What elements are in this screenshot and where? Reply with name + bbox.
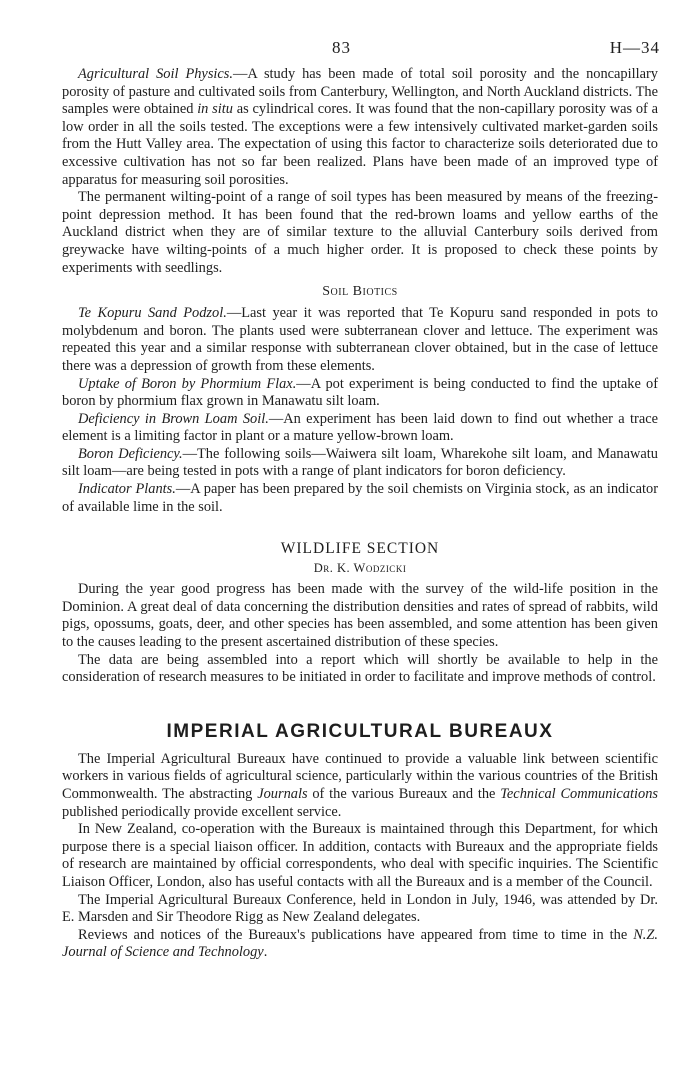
section-heading-soil-biotics: Soil Biotics xyxy=(322,284,398,300)
paragraph-lead-heading: Boron Deficiency. xyxy=(78,445,183,462)
paragraph-text: The Imperial Agricultural Bureaux have continued to provide a valuable link between scientific workers in various fields of agricultural science, particularly within the various countries of the British Commonwealth. The abstracting xyxy=(62,750,658,802)
soil-physics-paragraph-2: The permanent wilting-point of a range of soil types has been measured by means of the freezing-point depression method. It has been found that the red-brown loams and yellow earths of the Auckland district when they are of similar texture to the alluvial Canterbury soils derived from greywacke have wilting-points of a much higher order. It is proposed to check these points by experiments with seedlings. xyxy=(62,189,658,276)
paragraph-text: —The following soils—Waiwera silt loam, Wharekohe silt loam, and Manawatu silt loam—are being tested in pots with a range of plant indicators for boron deficiency. xyxy=(62,445,658,480)
biotics-item xyxy=(62,481,658,516)
paragraph-lead-heading: Indicator Plants. xyxy=(78,481,176,498)
italic-term: Technical Communications xyxy=(500,786,658,802)
page-content xyxy=(62,66,658,962)
italic-term: in situ xyxy=(197,101,233,118)
paragraph-text: of the various Bureaux and the xyxy=(307,786,501,802)
paragraph-lead-heading: Agricultural Soil Physics. xyxy=(78,66,234,82)
paragraph-text: as cylindrical cores. It was found that the non-capillary porosity was of a low order in all the soils tested. The exceptions were a few intensively cultivated market-garden soils from the Hutt Valley area. The expectation of using this factor to characterize soils deteriorated due to excessive cultivation has not so far been realized. Plans have been made of an improved type of apparatus for measuring soil porosities. xyxy=(62,101,658,188)
biotics-item xyxy=(62,305,658,375)
page-number: 83 xyxy=(332,38,351,57)
bureaux-paragraph-4 xyxy=(62,927,658,962)
biotics-item xyxy=(62,411,658,446)
wildlife-paragraph-1: During the year good progress has been made with the survey of the wild-life position in the Dominion. A great deal of data concerning the distribution densities and rates of spread of rabbits, wild pigs, opossums, goats, deer, and other species has been assembled, and some attention has been given to the causes leading to the present ascertained distribution of these species. xyxy=(62,581,658,651)
section-title-bureaux: IMPERIAL AGRICULTURAL BUREAUX xyxy=(166,720,554,742)
paragraph-text: —Last year it was reported that Te Kopuru sand responded in pots to molybdenum and boron. The plants used were subterranean clover and lettuce. The experiment was repeated this year and a similar response with subterranean clover obtained, but in the case of lettuce there was a depression of growth from these elements. xyxy=(62,305,658,374)
bureaux-paragraph-1 xyxy=(62,751,658,821)
bureaux-paragraph-2: In New Zealand, co-operation with the Bureaux is maintained through this Department, for which purpose there is a special liaison officer. In addition, contacts with Bureaux and the appropriate fields of research are maintained by official correspondents, who deal with specific inquiries. The Scientific Liaison Officer, London, also has useful contacts with all the Bureaux and is a member of the Council. xyxy=(62,821,658,890)
report-reference: H—34 xyxy=(609,38,660,57)
italic-journal-title: N.Z. Journal of Science and Technology xyxy=(62,926,658,961)
paragraph-text: —A study has been made of total soil porosity and the noncapillary porosity of pasture and cultivated soils from Canterbury, Wellington, and North Auckland districts. The samples were obtained xyxy=(62,66,658,118)
paragraph-text: —A paper has been prepared by the soil chemists on Virginia stock, as an indicator of available lime in the soil. xyxy=(62,481,658,515)
section-title-wildlife: WILDLIFE SECTION xyxy=(280,540,440,558)
paragraph-text: Reviews and notices of the Bureaux's publications have appeared from time to time in the xyxy=(78,926,634,943)
bureaux-paragraph-3: The Imperial Agricultural Bureaux Conference, held in London in July, 1946, was attended by Dr. E. Marsden and Sir Theodore Rigg as New Zealand delegates. xyxy=(62,891,658,926)
paragraph-text: . xyxy=(263,944,268,961)
biotics-item xyxy=(62,376,658,411)
wildlife-paragraph-2: The data are being assembled into a report which will shortly be available to help in the consideration of research measures to be initiated in order to facilitate and improve methods of control. xyxy=(62,651,658,686)
paragraph-text: published periodically provide excellent service. xyxy=(62,803,342,820)
paragraph-lead-heading: Te Kopuru Sand Podzol. xyxy=(78,305,227,322)
biotics-item xyxy=(62,446,658,481)
soil-physics-paragraph-1 xyxy=(62,66,658,189)
section-author: Dr. K. Wodzicki xyxy=(313,561,407,576)
paragraph-text: —A pot experiment is being conducted to find the uptake of boron by phormium flax grown in Manawatu silt loam. xyxy=(62,375,658,410)
paragraph-lead-heading: Deficiency in Brown Loam Soil. xyxy=(78,410,269,427)
paragraph-lead-heading: Uptake of Boron by Phormium Flax. xyxy=(78,375,297,392)
italic-term: Journals xyxy=(257,786,308,802)
paragraph-text: —An experiment has been laid down to find out whether a trace element is a limiting factor in plant or a mature yellow-brown loam. xyxy=(62,410,658,445)
